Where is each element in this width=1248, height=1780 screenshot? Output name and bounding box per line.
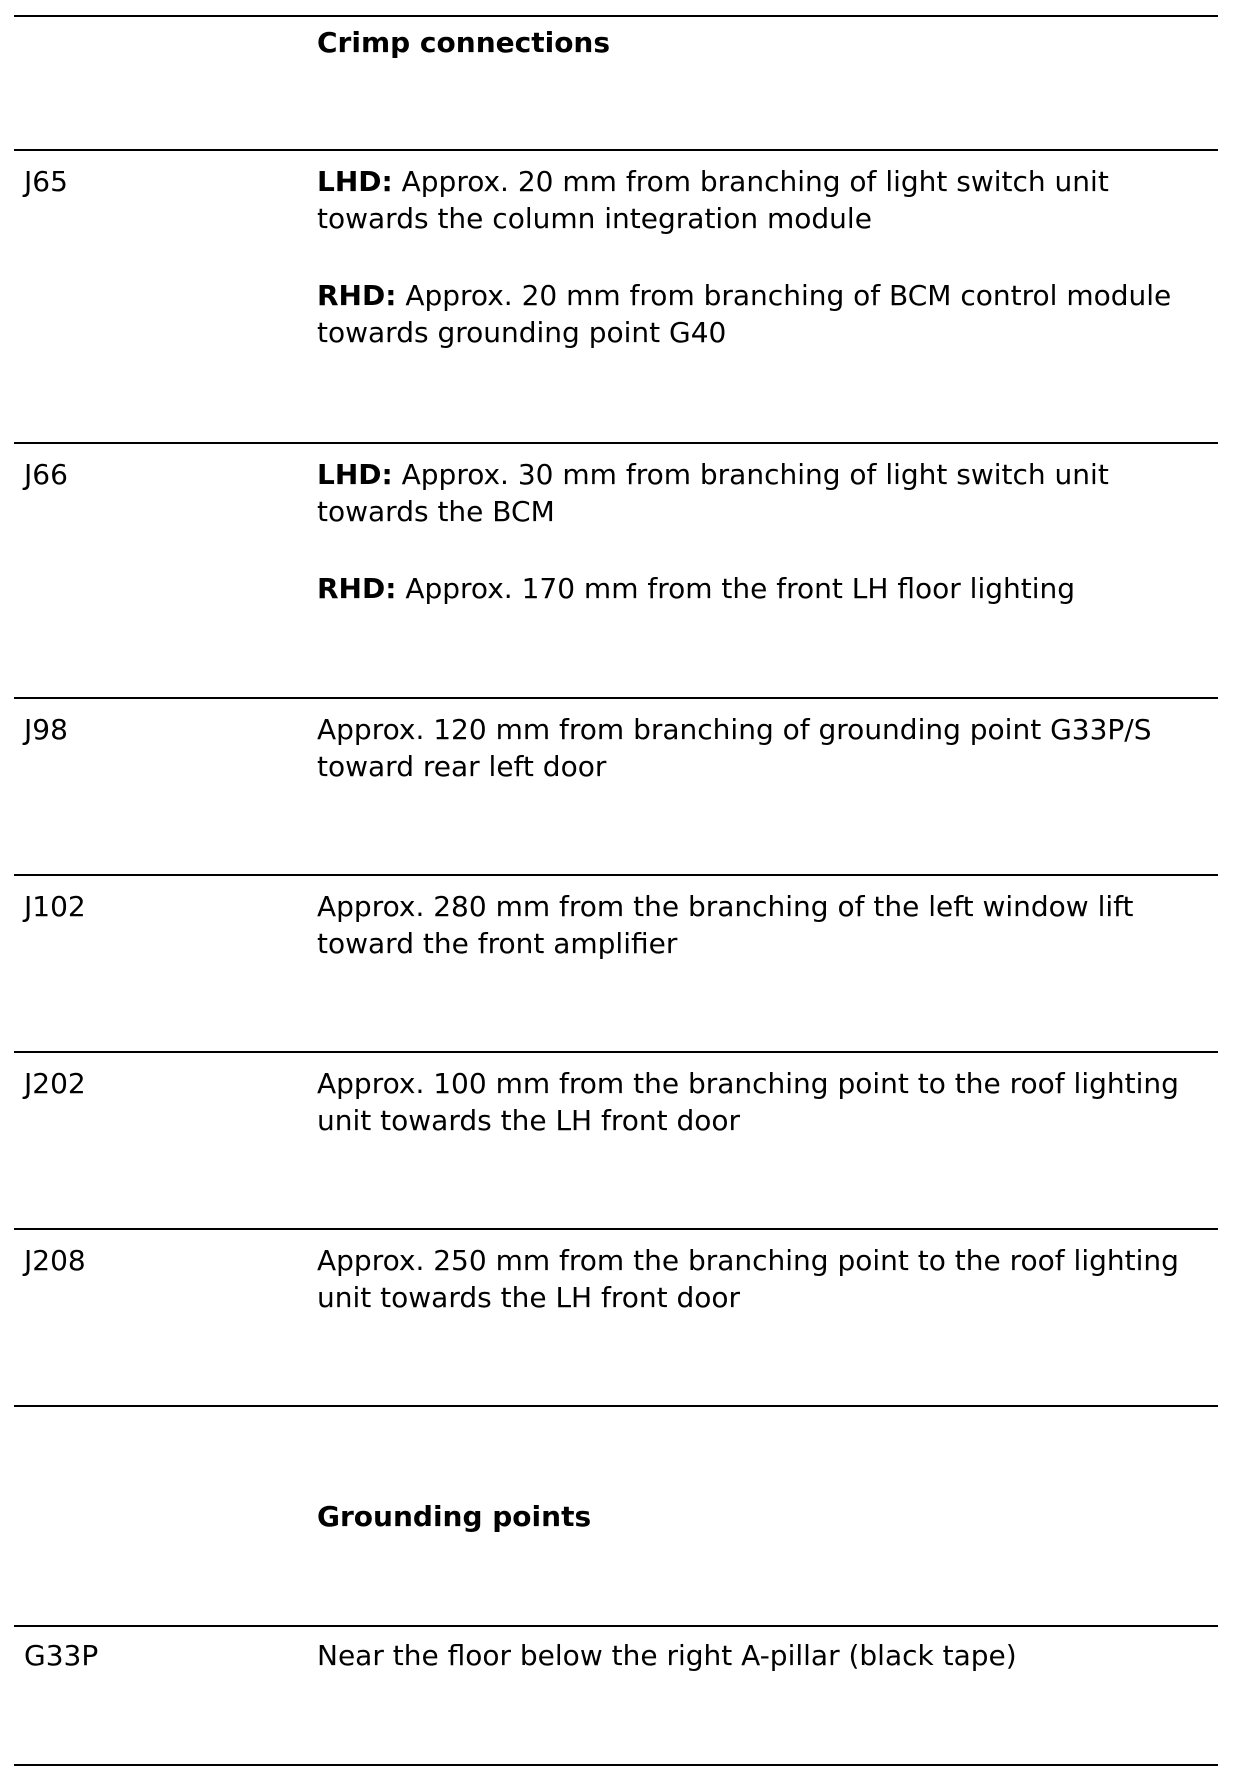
lhd-label: LHD: bbox=[317, 165, 393, 198]
rhd-text: Approx. 170 mm from the front LH floor lighting bbox=[396, 572, 1076, 605]
connection-code: J66 bbox=[24, 458, 68, 491]
lhd-text: Approx. 20 mm from branching of light switch unit towards the column integration module bbox=[317, 165, 1109, 235]
rhd-text: Approx. 20 mm from branching of BCM control module towards grounding point G40 bbox=[317, 279, 1172, 349]
rhd-label: RHD: bbox=[317, 279, 397, 312]
connection-description: Approx. 120 mm from branching of grounding point G33P/S toward rear left door bbox=[317, 713, 1152, 783]
divider bbox=[14, 442, 1218, 444]
connection-description: Approx. 280 mm from the branching of the left window lift toward the front amplifier bbox=[317, 890, 1134, 960]
divider bbox=[14, 149, 1218, 151]
divider bbox=[14, 1228, 1218, 1230]
divider bbox=[14, 1764, 1218, 1766]
connection-code: J65 bbox=[24, 165, 68, 198]
connection-description bbox=[317, 456, 1217, 607]
divider bbox=[14, 1625, 1218, 1627]
divider bbox=[14, 874, 1218, 876]
divider bbox=[14, 697, 1218, 699]
divider bbox=[14, 1405, 1218, 1407]
grounding-code: G33P bbox=[24, 1639, 99, 1672]
crimp-connections-heading: Crimp connections bbox=[317, 26, 611, 59]
connection-code: J208 bbox=[24, 1244, 86, 1277]
divider bbox=[14, 15, 1218, 17]
grounding-description: Near the floor below the right A-pillar (black tape) bbox=[317, 1639, 1017, 1672]
lhd-label: LHD: bbox=[317, 458, 393, 491]
connection-description: Approx. 100 mm from the branching point to the roof lighting unit towards the LH front door bbox=[317, 1067, 1179, 1137]
connection-description: Approx. 250 mm from the branching point to the roof lighting unit towards the LH front door bbox=[317, 1244, 1179, 1314]
connection-code: J102 bbox=[24, 890, 86, 923]
divider bbox=[14, 1051, 1218, 1053]
connection-code: J202 bbox=[24, 1067, 86, 1100]
lhd-text: Approx. 30 mm from branching of light switch unit towards the BCM bbox=[317, 458, 1109, 528]
grounding-points-heading: Grounding points bbox=[317, 1500, 592, 1533]
connection-code: J98 bbox=[24, 713, 68, 746]
rhd-label: RHD: bbox=[317, 572, 397, 605]
connection-description bbox=[317, 163, 1217, 351]
